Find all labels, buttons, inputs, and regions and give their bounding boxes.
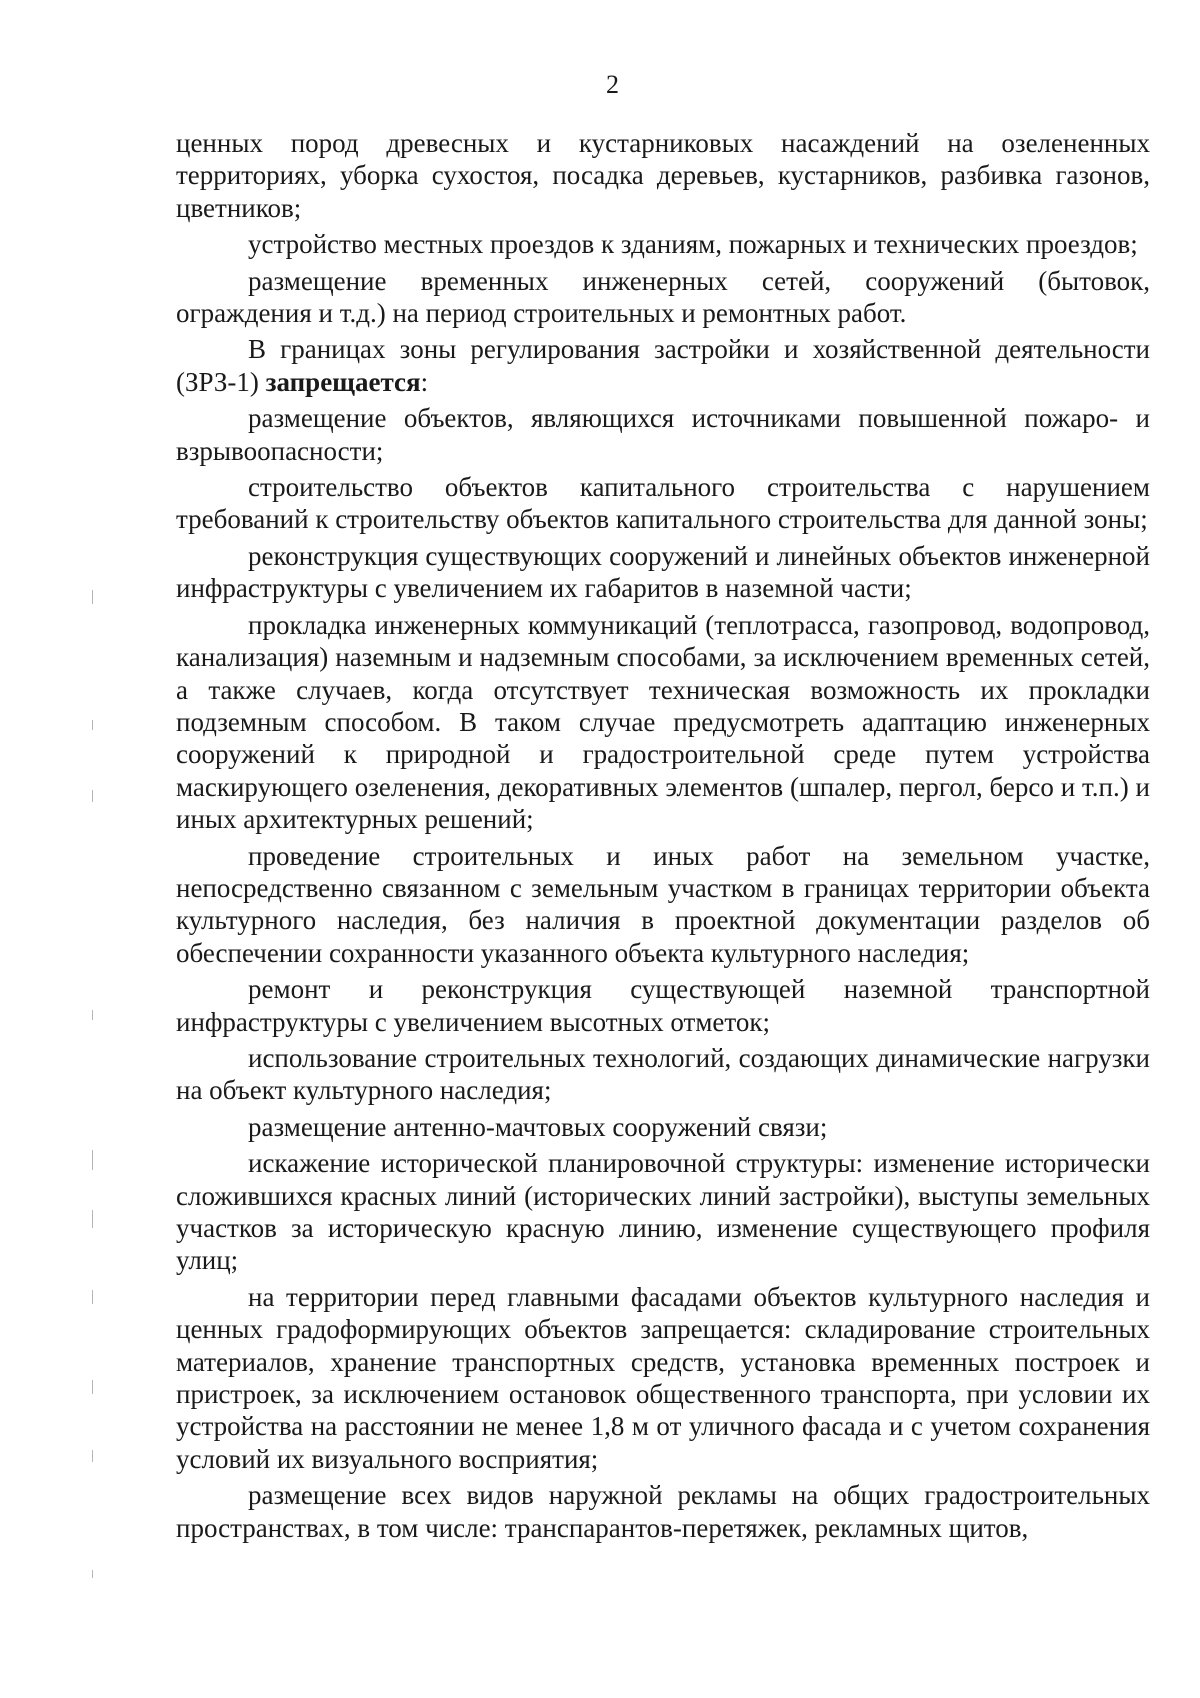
prohibited-item: размещение объектов, являющихся источниками повышенной пожаро- и взрывоопасности;: [176, 403, 1150, 466]
scan-mark: [92, 720, 93, 730]
paragraph-continuation: ценных пород древесных и кустарниковых насаждений на озелененных территориях, уборка сухостоя, посадка деревьев, кустарников, разбивка газонов, цветников;: [176, 128, 1150, 223]
document-body: [176, 127, 1150, 1544]
scan-mark: [92, 1010, 93, 1020]
prohibited-item: использование строительных технологий, создающих динамические нагрузки на объект культурного наследия;: [176, 1042, 1150, 1106]
scan-mark: [92, 1150, 93, 1170]
prohibited-item: на территории перед главными фасадами объектов культурного наследия и ценных градоформирующих объектов запрещается: складирование строительных материалов, хранение транспортных средств, установка временных построек и пристроек, за исключением остановок общественного транспорта, при условии их устройства на расстоянии не менее 1,8 м от уличного фасада и с учетом сохранения условий их визуального восприятия;: [176, 1281, 1150, 1474]
prohibited-item: размещение антенно-мачтовых сооружений связи;: [248, 1111, 828, 1142]
scan-mark: [92, 590, 93, 604]
paragraph: устройство местных проездов к зданиям, пожарных и технических проездов;: [248, 229, 1138, 260]
prohibited-item: проведение строительных и иных работ на земельном участке, непосредственно связанном с земельным участком в границах территории объекта культурного наследия, без наличия в проектной документации разделов об обеспечении сохранности указанного объекта культурного наследия;: [176, 840, 1150, 968]
page-number: 2: [606, 70, 619, 99]
scan-mark: [92, 1380, 93, 1394]
paragraph: размещение временных инженерных сетей, сооружений (бытовок, ограждения и т.д.) на период строительных и ремонтных работ.: [176, 265, 1150, 329]
scan-mark: [92, 1450, 93, 1462]
prohibited-item: ремонт и реконструкция существующей наземной транспортной инфраструктуры с увеличением высотных отметок;: [176, 974, 1150, 1037]
zone-heading-colon: :: [420, 366, 429, 397]
zone-heading-text: В границах зоны регулирования застройки и хозяйственной деятельности (ЗРЗ-1): [176, 334, 1150, 397]
prohibited-item: искажение исторической планировочной структуры: изменение исторически сложившихся красных линий (исторических линий застройки), выступы земельных участков за историческую красную линию, изменение существующего профиля улиц;: [176, 1148, 1150, 1276]
scan-mark: [92, 1210, 93, 1228]
prohibited-item: прокладка инженерных коммуникаций (теплотрасса, газопровод, водопровод, канализация) наземным и надземным способами, за исключением временных сетей, а также случаев, когда отсутствует техническая возможность их прокладки подземным способом. В таком случае предусмотреть адаптацию инженерных сооружений к природной и градостроительной среде путем устройства маскирующего озеленения, декоративных элементов (шпалер, пергол, берсо и т.п.) и иных архитектурных решений;: [176, 609, 1150, 835]
prohibited-item: размещение всех видов наружной рекламы на общих градостроительных пространствах, в том числе: транспарантов-перетяжек, рекламных щитов,: [176, 1480, 1150, 1543]
prohibited-keyword: запрещается: [265, 366, 421, 397]
scan-mark: [92, 1290, 93, 1304]
prohibited-item: строительство объектов капитального строительства с нарушением требований к строительству объектов капитального строительства для данной зоны;: [176, 472, 1150, 535]
scan-mark: [92, 1570, 93, 1578]
scan-mark: [92, 790, 93, 802]
scan-margin-marks: [92, 590, 94, 1590]
zone-heading-paragraph: [176, 333, 1150, 398]
prohibited-item: реконструкция существующих сооружений и линейных объектов инженерной инфраструктуры с увеличением их габаритов в наземной части;: [176, 540, 1150, 604]
